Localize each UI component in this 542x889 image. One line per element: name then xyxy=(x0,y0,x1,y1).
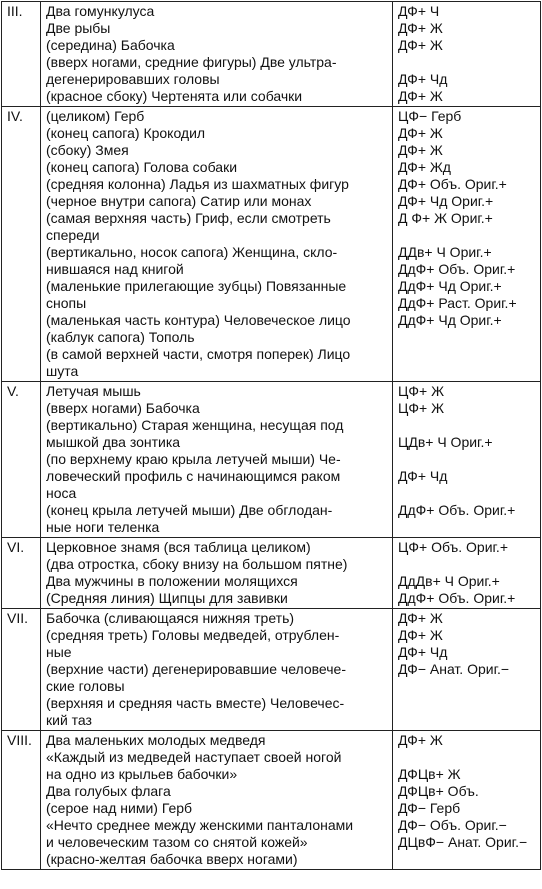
scoring-code xyxy=(398,363,536,380)
card-number-cell xyxy=(2,538,41,609)
response-line: (целиком) Герб xyxy=(46,108,145,124)
response-line: Церковное знамя (вся таблица целиком) xyxy=(46,539,311,555)
response-line: (в самой верхней части, смотря поперек) Лицо xyxy=(46,346,351,362)
card-number-cell xyxy=(2,382,41,538)
response-line: (красно-желтая бабочка вверх ногами) xyxy=(46,851,298,867)
scoring-code: ДФ+ Чд Ориг.+ xyxy=(398,193,494,209)
scoring-code: ДдФ+ Чд Ориг.+ xyxy=(398,312,502,328)
scoring-codes-cell xyxy=(393,609,541,731)
response-line: (верхняя и средняя часть вместе) Человечес- xyxy=(46,695,345,711)
scoring-code: ДФ+ Ж xyxy=(398,732,443,748)
scoring-code: ДдФ+ Чд Ориг.+ xyxy=(398,278,502,294)
response-line: Два мужчины в положении молящихся xyxy=(46,573,298,589)
scoring-code: ДдФ+ Объ. Ориг.+ xyxy=(398,502,516,518)
response-line: Летучая мышь xyxy=(46,383,141,399)
scoring-code: ДФ+ Ж xyxy=(398,142,443,158)
response-line: (средняя треть) Головы медведей, отрублен- xyxy=(46,627,340,643)
card-number: VI. xyxy=(7,539,25,555)
scoring-code: ДФ+ Ж xyxy=(398,610,443,626)
table-row xyxy=(2,382,541,538)
card-number: VIII. xyxy=(7,732,32,748)
scoring-code xyxy=(398,451,536,468)
protocol-table-body xyxy=(2,2,541,870)
scoring-code xyxy=(398,556,536,573)
scoring-code: ДдДв+ Ч Ориг.+ xyxy=(398,573,500,589)
card-number: IV. xyxy=(7,108,23,124)
scoring-code: ДФ+ Ж xyxy=(398,627,443,643)
scoring-code xyxy=(398,712,536,729)
response-line: (самая верхняя часть) Гриф, если смотреть xyxy=(46,210,331,226)
response-line: спереди xyxy=(46,227,100,243)
scoring-code: ДдФ+ Объ. Ориг.+ xyxy=(398,590,516,606)
response-line: (два отростка, сбоку внизу на большом пятне) xyxy=(46,556,348,572)
card-number-cell xyxy=(2,2,41,107)
responses-cell xyxy=(41,107,393,382)
responses-cell xyxy=(41,382,393,538)
response-line: Две рыбы xyxy=(46,20,111,36)
response-line: (вертикально) Старая женщина, несущая под xyxy=(46,417,344,433)
response-line: и человеческим тазом со снятой кожей» xyxy=(46,834,308,850)
response-line: (серое над ними) Герб xyxy=(46,800,193,816)
scoring-code xyxy=(398,485,536,502)
response-line: (маленькие прилегающие зубцы) Повязанные xyxy=(46,278,347,294)
scoring-codes-cell xyxy=(393,731,541,870)
response-line: ные ноги теленка xyxy=(46,519,160,535)
scoring-code: ДФ+ Чд xyxy=(398,468,448,484)
scoring-code: ЦФ+ Объ. Ориг.+ xyxy=(398,539,508,555)
response-line: шута xyxy=(46,363,79,379)
scoring-code: ЦДв+ Ч Ориг.+ xyxy=(398,434,493,450)
scoring-code: ЦФ− Герб xyxy=(398,108,462,124)
response-line: на одно из крыльев бабочки» xyxy=(46,766,238,782)
table-row xyxy=(2,2,541,107)
response-line: (конец сапога) Крокодил xyxy=(46,125,206,141)
scoring-code: ДФ+ Ч xyxy=(398,3,440,19)
scoring-code: ДФ+ Ж xyxy=(398,20,443,36)
response-line: (сбоку) Змея xyxy=(46,142,129,158)
scoring-code: ДФ− Анат. Ориг.− xyxy=(398,661,510,677)
response-line: снопы xyxy=(46,295,87,311)
scoring-code: ДФ+ Жд xyxy=(398,159,451,175)
scoring-code xyxy=(398,678,536,695)
response-line: (Средняя линия) Щипцы для завивки xyxy=(46,590,288,606)
scoring-code xyxy=(398,227,536,244)
scoring-code xyxy=(398,346,536,363)
scoring-code: ДФ+ Ж xyxy=(398,88,443,104)
scoring-code: ДФЦв+ Ж xyxy=(398,766,461,782)
response-line: (конец сапога) Голова собаки xyxy=(46,159,238,175)
scoring-codes-cell xyxy=(393,2,541,107)
response-line: (вертикально, носок сапога) Женщина, скло- xyxy=(46,244,338,260)
responses-cell xyxy=(41,731,393,870)
table-row xyxy=(2,609,541,731)
scoring-codes-cell xyxy=(393,538,541,609)
scoring-codes-cell xyxy=(393,382,541,538)
scoring-code: ДФ+ Объ. Ориг.+ xyxy=(398,176,507,192)
response-line: ловеческий профиль с начинающимся раком xyxy=(46,468,341,484)
response-line: ные xyxy=(46,644,72,660)
response-line: ские головы xyxy=(46,678,125,694)
table-row xyxy=(2,107,541,382)
response-line: Два гомункулуса xyxy=(46,3,155,19)
scoring-code xyxy=(398,695,536,712)
responses-cell xyxy=(41,538,393,609)
scoring-code xyxy=(398,54,536,71)
scoring-code: ДФ− Герб xyxy=(398,800,461,816)
response-line: (средняя колонна) Ладья из шахматных фигур xyxy=(46,176,349,192)
scoring-code: ДФ+ Ж xyxy=(398,125,443,141)
card-number-cell xyxy=(2,609,41,731)
response-line: Два голубых флага xyxy=(46,783,171,799)
response-line: (маленькая часть контура) Человеческое лицо xyxy=(46,312,351,328)
card-number: V. xyxy=(7,383,19,399)
scoring-code: ДДв+ Ч Ориг.+ xyxy=(398,244,492,260)
card-number-cell xyxy=(2,731,41,870)
table-row xyxy=(2,731,541,870)
response-line: (верхние части) дегенерировавшие человече- xyxy=(46,661,346,677)
response-line: Бабочка (сливающаяся нижняя треть) xyxy=(46,610,295,626)
response-line: (вверх ногами, средние фигуры) Две ультра- xyxy=(46,54,337,70)
scoring-code: ДФ+ Чд xyxy=(398,644,448,660)
responses-cell xyxy=(41,2,393,107)
scoring-code: ДФ+ Ж xyxy=(398,37,443,53)
scoring-code: ЦФ+ Ж xyxy=(398,383,444,399)
scoring-codes-cell xyxy=(393,107,541,382)
scoring-code: ДФ+ Чд xyxy=(398,71,448,87)
scoring-code: ДдФ+ Объ. Ориг.+ xyxy=(398,261,516,277)
response-line: (каблук сапога) Тополь xyxy=(46,329,195,345)
response-line: «Нечто среднее между женскими панталонами xyxy=(46,817,354,833)
response-line: (черное внутри сапога) Сатир или монах xyxy=(46,193,312,209)
response-line: (по верхнему краю крыла летучей мыши) Че- xyxy=(46,451,341,467)
scoring-code: ДдФ+ Раст. Ориг.+ xyxy=(398,295,517,311)
response-line: Два маленьких молодых медведя xyxy=(46,732,266,748)
scoring-code xyxy=(398,851,536,868)
scoring-code: ДФ− Объ. Ориг.− xyxy=(398,817,507,833)
scoring-code: Д Ф+ Ж Ориг.+ xyxy=(398,210,493,226)
response-line: (вверх ногами) Бабочка xyxy=(46,400,200,416)
response-line: носа xyxy=(46,485,77,501)
response-line: кий таз xyxy=(46,712,92,728)
scoring-code: ЦФ+ Ж xyxy=(398,400,444,416)
card-number-cell xyxy=(2,107,41,382)
card-number: VII. xyxy=(7,610,29,626)
scoring-code xyxy=(398,329,536,346)
response-line: дегенерировавших головы xyxy=(46,71,220,87)
response-line: (конец крыла летучей мыши) Две обглодан- xyxy=(46,502,333,518)
response-line: «Каждый из медведей наступает своей ногой xyxy=(46,749,342,765)
table-row xyxy=(2,538,541,609)
scoring-code: ДЦвФ− Анат. Ориг.− xyxy=(398,834,528,850)
scoring-code: ДФЦв+ Объ. xyxy=(398,783,479,799)
scoring-code xyxy=(398,519,536,536)
response-line: нившаяся над книгой xyxy=(46,261,184,277)
scoring-code xyxy=(398,749,536,766)
response-line: (красное сбоку) Чертенята или собачки xyxy=(46,88,303,104)
scoring-code xyxy=(398,417,536,434)
card-number: III. xyxy=(7,3,23,19)
protocol-table xyxy=(1,1,541,870)
response-line: мышкой два зонтика xyxy=(46,434,181,450)
response-line: (середина) Бабочка xyxy=(46,37,175,53)
responses-cell xyxy=(41,609,393,731)
